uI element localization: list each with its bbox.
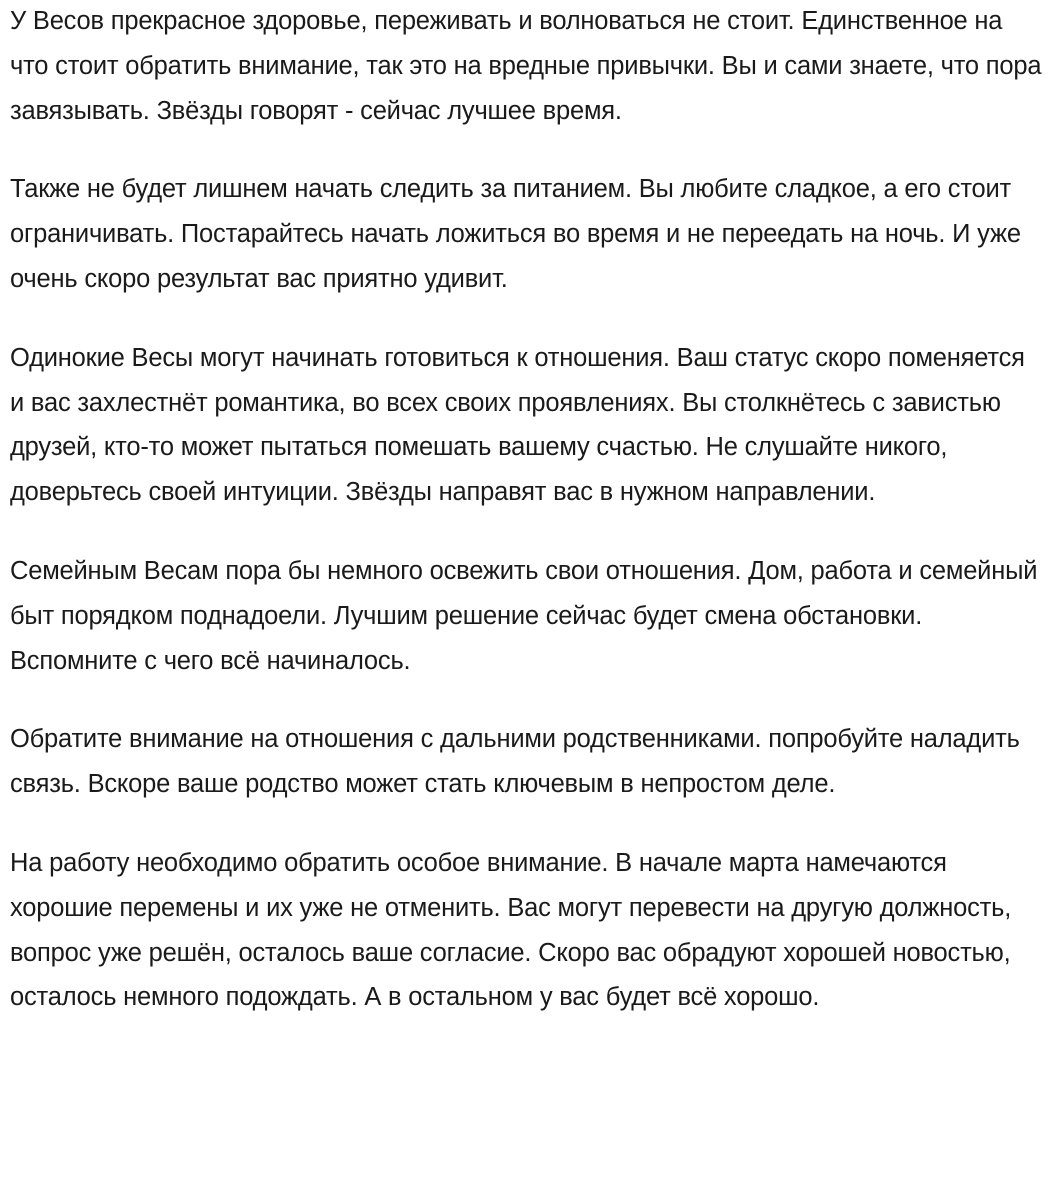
paragraph-work: На работу необходимо обратить особое внимание. В начале марта намечаются хорошие перемены и их уже не отменить. Вас могут перевести на другую должность, вопрос уже решён, осталось ваше согласие. Скоро вас обрадуют хорошей новостью, осталось немного подождать. А в остальном у вас будет всё хорошо. [10,848,1012,1012]
paragraph-health: У Весов прекрасное здоровье, переживать и волноваться не стоит. Единственное на что стоит обратить внимание, так это на вредные привычки. Вы и сами знаете, что пора завязывать. Звёзды говорят - сейчас лучшее время. [10,7,1042,125]
paragraph-relatives: Обратите внимание на отношения с дальними родственниками. попробуйте наладить связь. Вскоре ваше родство может стать ключевым в непростом деле. [10,725,1020,799]
paragraph-nutrition: Также не будет лишнем начать следить за питанием. Вы любите сладкое, а его стоит ограничивать. Постарайтесь начать ложиться во время и не переедать на ночь. И уже очень скоро результат вас приятно удивит. [10,175,1021,293]
paragraph-single-love: Одинокие Весы могут начинать готовиться к отношения. Ваш статус скоро поменяется и вас захлестнёт романтика, во всех своих проявлениях. Вы столкнётесь с завистью друзей, кто-то может пытаться помешать вашему счастью. Не слушайте никого, доверьтесь своей интуиции. Звёзды направят вас в нужном направлении. [10,343,1025,507]
paragraph-family: Семейным Весам пора бы немного освежить свои отношения. Дом, работа и семейный быт порядком поднадоели. Лучшим решение сейчас будет смена обстановки. Вспомните с чего всё начиналось. [10,556,1038,675]
